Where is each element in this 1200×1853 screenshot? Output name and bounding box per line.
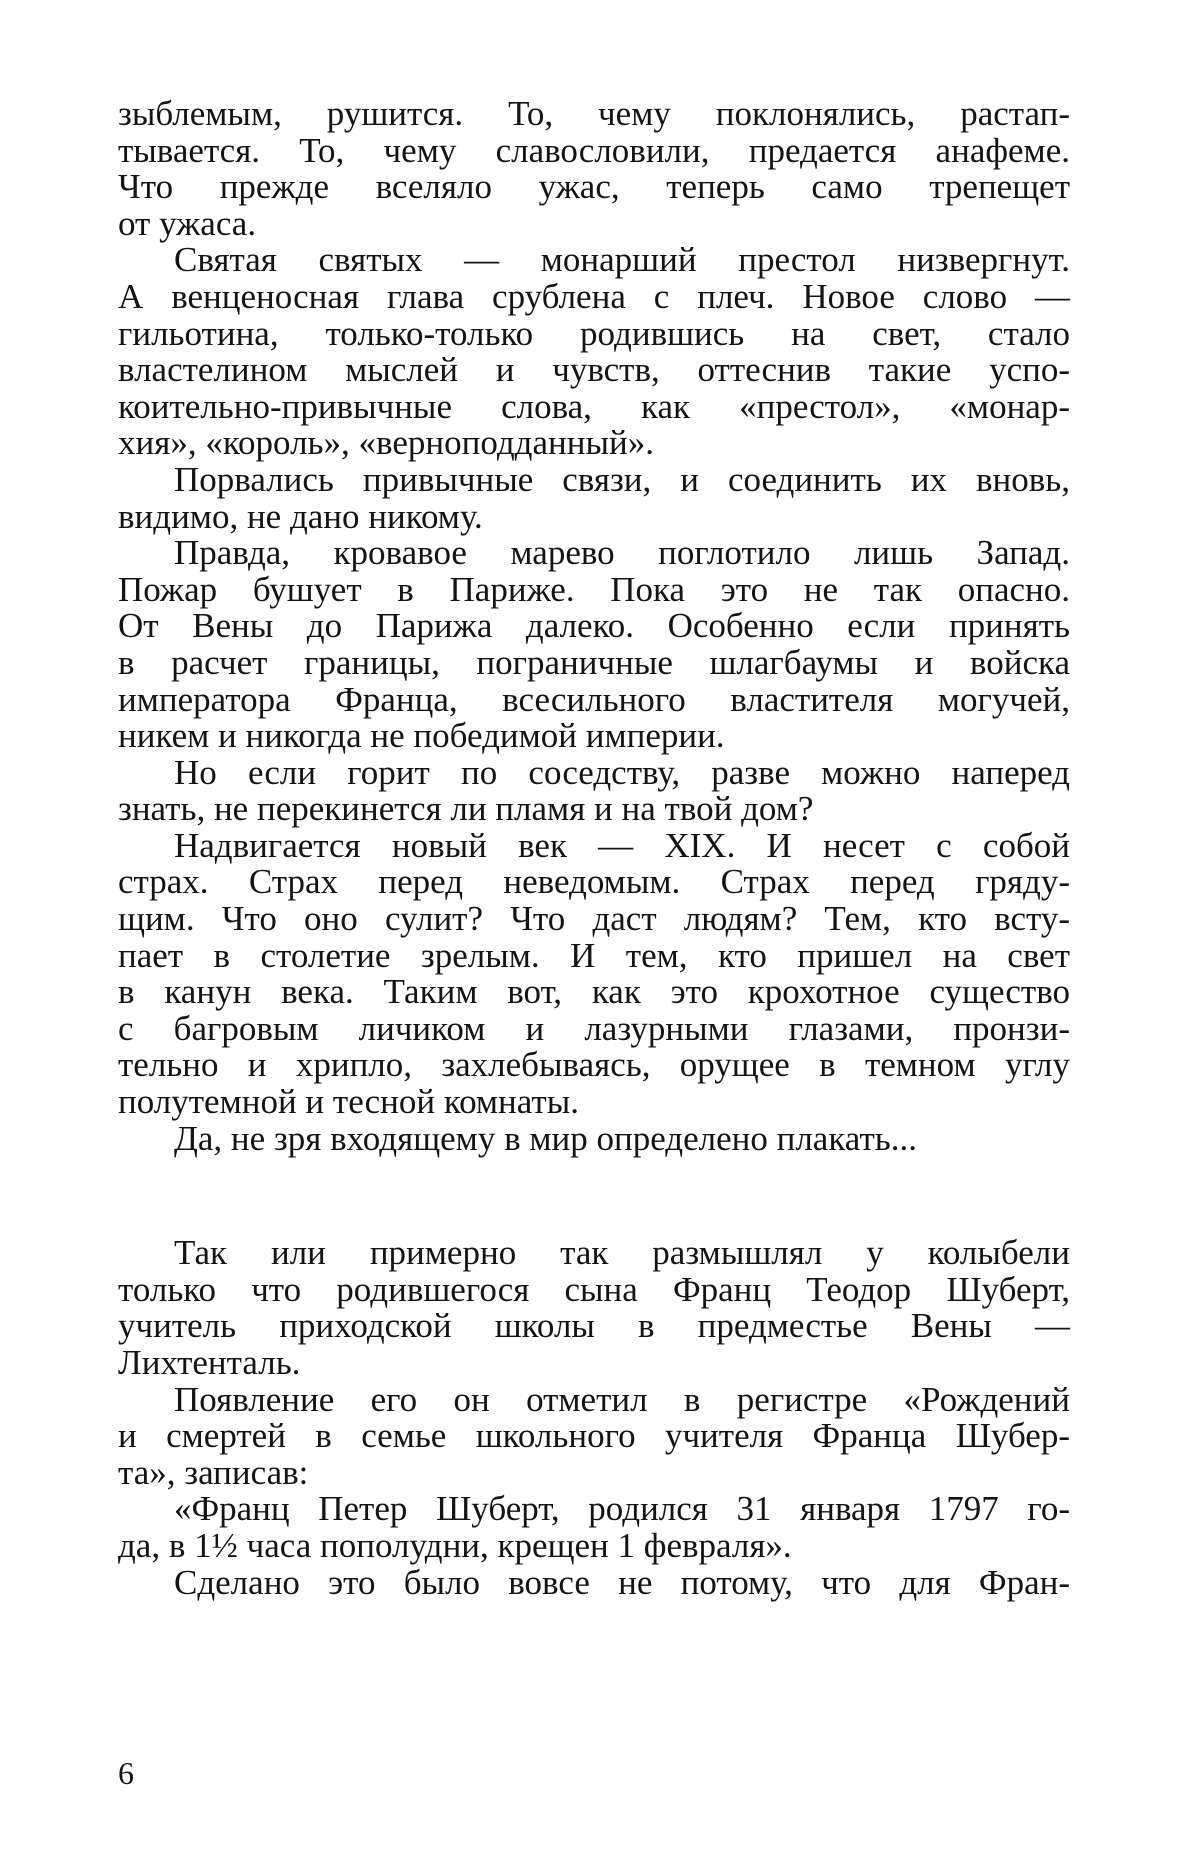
text-line: хия», «король», «верноподданный». bbox=[118, 423, 654, 463]
paragraph bbox=[118, 1562, 1070, 1602]
text-line: Но если горит по соседству, разве можно наперед bbox=[174, 752, 1070, 792]
text-line: Лихтенталь. bbox=[118, 1343, 301, 1382]
paragraph bbox=[118, 1235, 1070, 1381]
text-line: Что прежде вселяло ужас, теперь само трепещет bbox=[118, 167, 1070, 207]
text-line: страх. Страх перед неведомым. Страх перед гряду- bbox=[118, 862, 1070, 902]
text-line: Сделано это было вовсе не потому, что для Фран- bbox=[174, 1562, 1070, 1602]
text-line: тывается. То, чему славословили, предается анафеме. bbox=[118, 130, 1070, 170]
text-line: никем и никогда не победимой империи. bbox=[118, 716, 725, 756]
paragraph bbox=[118, 752, 1070, 829]
text-line: От Вены до Парижа далеко. Особенно если принять bbox=[118, 606, 1070, 646]
text-line: гильотина, только-только родившись на свет, стало bbox=[118, 313, 1070, 353]
text-line: та», записав: bbox=[118, 1452, 309, 1492]
text-line: только что родившегося сына Франц Теодор Шуберт, bbox=[118, 1269, 1070, 1309]
page-number: 6 bbox=[118, 1755, 134, 1791]
paragraph bbox=[118, 535, 1070, 755]
text-line: императора Франца, всесильного властителя могучей, bbox=[118, 679, 1070, 719]
paragraph bbox=[118, 459, 1070, 536]
text-line: Святая святых — монарший престол низвергнут. bbox=[174, 240, 1070, 280]
text-section-1 bbox=[118, 96, 1070, 1157]
paragraph bbox=[118, 825, 1070, 1122]
page-body bbox=[118, 96, 1070, 1601]
text-line: в канун века. Таким вот, как это крохотное существо bbox=[118, 972, 1070, 1012]
text-line: в расчет границы, пограничные шлагбаумы и войска bbox=[118, 642, 1070, 682]
text-section-2 bbox=[118, 1235, 1070, 1601]
text-line: знать, не перекинется ли пламя и на твой дом? bbox=[118, 789, 814, 829]
section-break bbox=[118, 1157, 1070, 1235]
text-line: да, в 1½ часа пополудни, крещен 1 февраля». bbox=[118, 1525, 792, 1565]
text-line: с багровым личиком и лазурными глазами, пронзи- bbox=[118, 1008, 1070, 1048]
text-line: Пожар бушует в Париже. Пока это не так опасно. bbox=[118, 569, 1070, 609]
text-line: пает в столетие зрелым. И тем, кто пришел на свет bbox=[118, 935, 1070, 975]
text-line: Надвигается новый век — XIX. И несет с собой bbox=[174, 825, 1070, 865]
text-line: тельно и хрипло, захлебываясь, орущее в темном углу bbox=[118, 1045, 1070, 1085]
text-line: полутемной и тесной комнаты. bbox=[118, 1082, 579, 1122]
text-line: видимо, не дано никому. bbox=[118, 496, 483, 536]
paragraph bbox=[118, 1118, 1070, 1158]
text-line: Так или примерно так размышлял у колыбели bbox=[174, 1233, 1070, 1273]
text-line: и смертей в семье школьного учителя Франца Шубер- bbox=[118, 1416, 1070, 1456]
paragraph bbox=[118, 96, 1070, 242]
text-line: коительно-привычные слова, как «престол», «монар- bbox=[118, 386, 1070, 426]
text-line: «Франц Петер Шуберт, родился 31 января 1797 го- bbox=[174, 1489, 1070, 1529]
text-line: властелином мыслей и чувств, оттеснив такие успо- bbox=[118, 350, 1070, 390]
text-line: Появление его он отметил в регистре «Рождений bbox=[174, 1379, 1070, 1419]
paragraph bbox=[118, 242, 1070, 462]
text-line: зыблемым, рушится. То, чему поклонялись, растап- bbox=[118, 94, 1070, 133]
text-line: Правда, кровавое марево поглотило лишь Запад. bbox=[174, 533, 1070, 573]
text-line: Порвались привычные связи, и соединить их вновь, bbox=[174, 459, 1070, 499]
text-line: от ужаса. bbox=[118, 203, 257, 243]
paragraph bbox=[118, 1379, 1070, 1492]
text-line: щим. Что оно сулит? Что даст людям? Тем, кто всту- bbox=[118, 899, 1070, 939]
text-line: А венценосная глава срублена с плеч. Новое слово — bbox=[118, 276, 1070, 316]
text-line: учитель приходской школы в предместье Вены — bbox=[118, 1306, 1070, 1346]
text-line: Да, не зря входящему в мир определено плакать... bbox=[174, 1118, 917, 1158]
paragraph bbox=[118, 1491, 1070, 1564]
